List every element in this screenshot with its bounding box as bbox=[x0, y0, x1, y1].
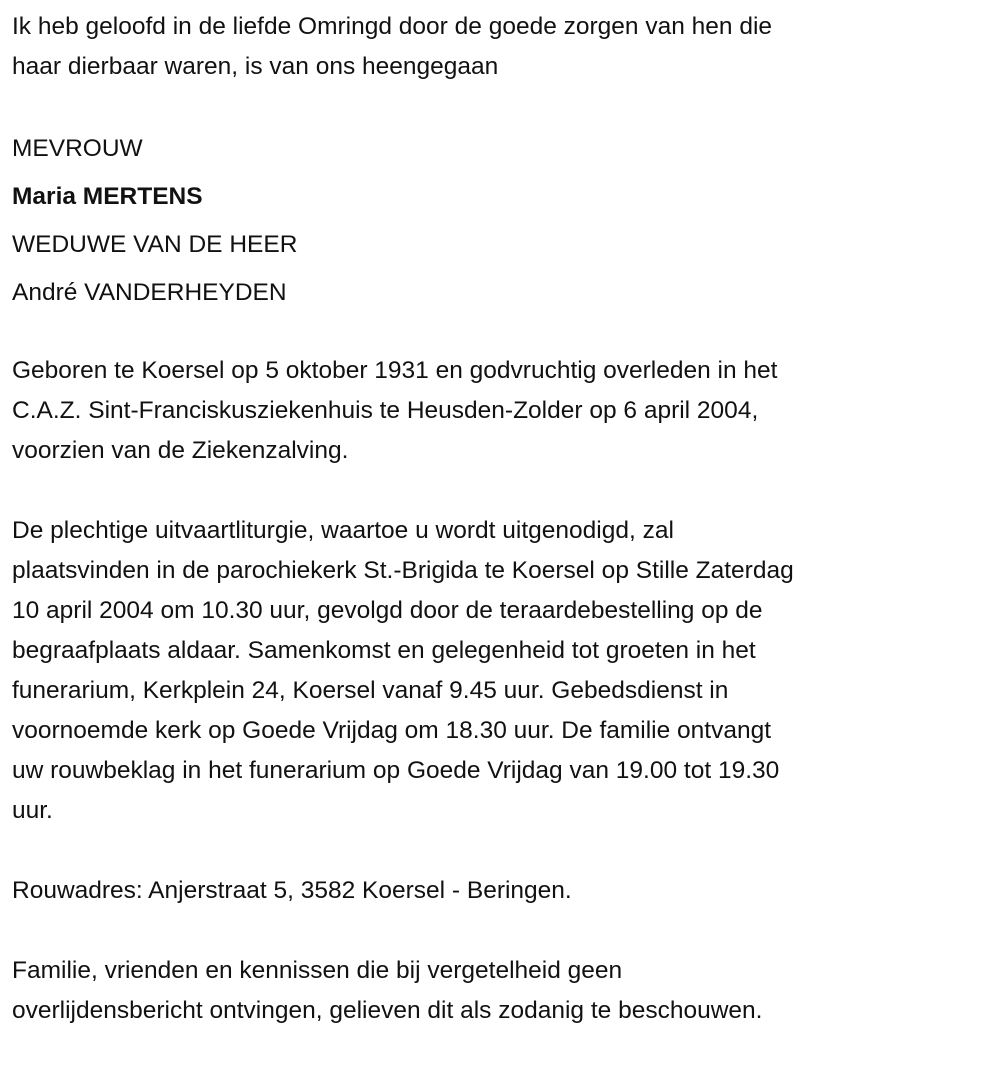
funeral-paragraph bbox=[12, 511, 794, 831]
deceased-name: Maria MERTENS bbox=[12, 183, 203, 210]
relation: WEDUWE VAN DE HEER bbox=[12, 231, 298, 258]
text-line: 10 april 2004 om 10.30 uur, gevolgd door de teraardebestelling op de bbox=[12, 597, 763, 624]
text-line: begraafplaats aldaar. Samenkomst en gelegenheid tot groeten in het bbox=[12, 637, 756, 664]
text-line: haar dierbaar waren, is van ons heengegaan bbox=[12, 53, 499, 80]
text-line: Ik heb geloofd in de liefde Omringd door de goede zorgen van hen die bbox=[12, 13, 773, 40]
text-line: Rouwadres: Anjerstraat 5, 3582 Koersel - Beringen. bbox=[12, 877, 572, 904]
spouse-name: André VANDERHEYDEN bbox=[12, 279, 287, 306]
birth-death-paragraph bbox=[12, 351, 794, 471]
obituary-document bbox=[12, 7, 794, 1071]
text-line: voornoemde kerk op Goede Vrijdag om 18.30 uur. De familie ontvangt bbox=[12, 717, 772, 744]
text-line: uur. bbox=[12, 797, 53, 824]
text-line: C.A.Z. Sint-Franciskusziekenhuis te Heusden-Zolder op 6 april 2004, bbox=[12, 397, 759, 424]
text-line: Familie, vrienden en kennissen die bij vergetelheid geen bbox=[12, 957, 623, 984]
text-line: funerarium, Kerkplein 24, Koersel vanaf 9.45 uur. Gebedsdienst in bbox=[12, 677, 729, 704]
text-line: uw rouwbeklag in het funerarium op Goede Vrijdag van 19.00 tot 19.30 bbox=[12, 757, 780, 784]
salutation: MEVROUW bbox=[12, 135, 143, 162]
closing-paragraph bbox=[12, 951, 794, 1031]
deceased-name-block bbox=[12, 125, 794, 317]
text-line: voorzien van de Ziekenzalving. bbox=[12, 437, 349, 464]
text-line: overlijdensbericht ontvingen, gelieven dit als zodanig te beschouwen. bbox=[12, 997, 763, 1024]
text-line: Geboren te Koersel op 5 oktober 1931 en godvruchtig overleden in het bbox=[12, 357, 778, 384]
text-line: plaatsvinden in de parochiekerk St.-Brigida te Koersel op Stille Zaterdag bbox=[12, 557, 794, 584]
address-paragraph bbox=[12, 871, 794, 911]
intro-paragraph bbox=[12, 7, 794, 87]
text-line: De plechtige uitvaartliturgie, waartoe u wordt uitgenodigd, zal bbox=[12, 517, 674, 544]
